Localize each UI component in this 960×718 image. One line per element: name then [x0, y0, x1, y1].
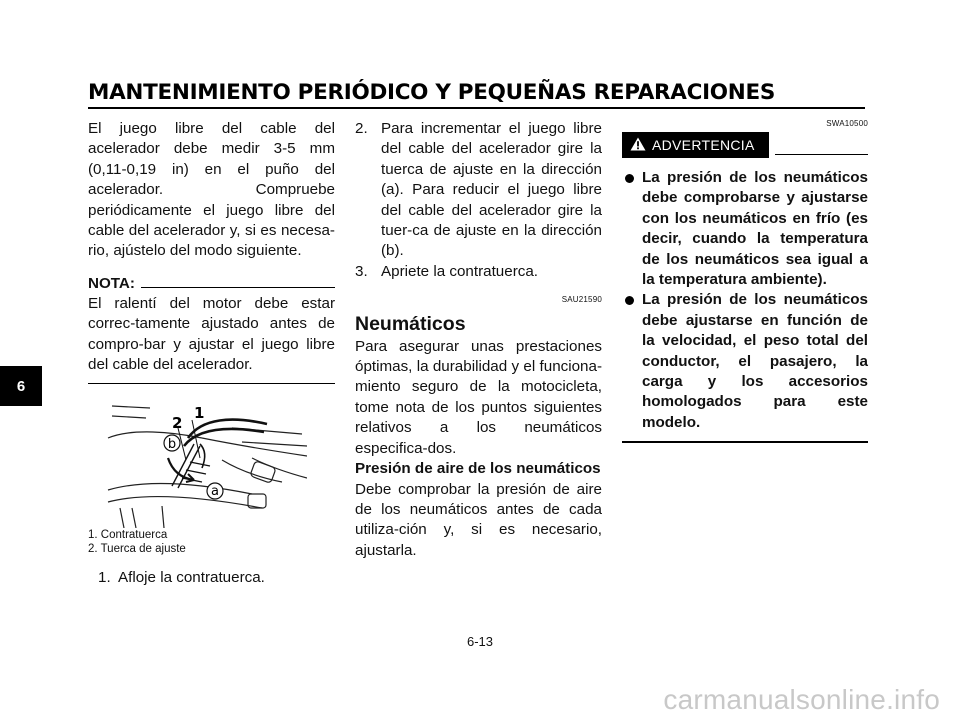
figure-caption-1: 1. Contratuerca [88, 529, 168, 542]
page-title: MANTENIMIENTO PERIÓDICO Y PEQUEÑAS REPARACIONES [88, 80, 776, 105]
figure-label-a: a [211, 484, 219, 500]
step-text: Para incrementar el juego libre del cable del acelerador gire la tuerca de ajuste en la dirección (a). Para reducir el juego libre del cable del acelerador gire la tuer-ca de ajuste en la dirección (b). [381, 120, 602, 260]
figure-label-2: 2 [172, 414, 183, 433]
warning-heading [622, 132, 868, 158]
note-heading [88, 274, 335, 294]
warning-label: ADVERTENCIA [652, 137, 755, 153]
warning-item [622, 290, 868, 433]
intro-paragraph: El juego libre del cable del acelerador debe medir 3-5 mm (0,11-0,19 in) en el puño del acelerador. Compruebe periódicamente el juego libre del cable del acelerador y, si es necesa-rio, ajústelo del modo siguiente. [88, 120, 335, 260]
column-left [88, 119, 335, 589]
step-number: 2. [355, 120, 368, 137]
section-title: Neumáticos [355, 312, 466, 335]
throttle-cable-figure [102, 398, 307, 528]
warning-item-text: La presión de los neumáticos debe comprobarse y ajustarse con los neumáticos en frío (es decir, cuando la temperatura de los neumáticos sea igual a la temperatura ambiente). [642, 169, 868, 289]
step-3 [355, 262, 602, 282]
page-number: 6-13 [466, 634, 494, 649]
warning-end-rule [622, 441, 868, 443]
throttle-cable-illustration [102, 398, 307, 528]
warning-badge [622, 132, 769, 158]
figure-caption-2: 2. Tuerca de ajuste [88, 543, 186, 556]
step-1 [88, 568, 335, 588]
warning-triangle-icon [630, 137, 646, 154]
bullet-icon [625, 296, 634, 305]
section-paragraph: Para asegurar unas prestaciones óptimas, la durabilidad y el funciona-miento seguro de la motocicleta, tome nota de los puntos siguientes relativos a los neumáticos especifica-dos. [355, 337, 602, 457]
subsection-title: Presión de aire de los neumáticos [355, 460, 601, 478]
figure-label-b: b [167, 437, 177, 453]
warning-heading-rule [775, 154, 868, 155]
step-number: 1. [98, 569, 111, 587]
section-code: SAU21590 [561, 295, 602, 305]
step-2 [355, 119, 602, 262]
step-number: 3. [355, 262, 368, 280]
bullet-icon [625, 174, 634, 183]
note-text: El ralentí del motor debe estar correc-tamente ajustado antes de compro-bar y ajustar el juego libre del cable del acelerador. [88, 294, 335, 374]
column-right [622, 119, 868, 443]
warning-code: SWA10500 [826, 119, 868, 128]
note-label: NOTA: [88, 274, 135, 292]
figure-label-1: 1 [194, 404, 205, 423]
column-middle [355, 119, 602, 561]
warning-item-text: La presión de los neumáticos debe ajustarse en función de la velocidad, el peso total del conductor, el pasajero, la carga y los accesorios homologados para este modelo. [642, 291, 868, 431]
step-text: Afloje la contratuerca. [118, 569, 265, 587]
note-end-rule [88, 383, 335, 384]
warning-list [622, 168, 868, 433]
warning-item [622, 168, 868, 290]
subsection-paragraph: Debe comprobar la presión de aire de los neumáticos antes de cada utiliza-ción y, si es necesario, ajustarla. [355, 480, 602, 559]
watermark[interactable]: carmanualsonline.info [663, 684, 940, 715]
chapter-tab[interactable]: 6 [0, 366, 42, 406]
header-rule [88, 107, 865, 109]
note-heading-rule [141, 287, 335, 288]
step-text: Apriete la contratuerca. [381, 262, 539, 280]
